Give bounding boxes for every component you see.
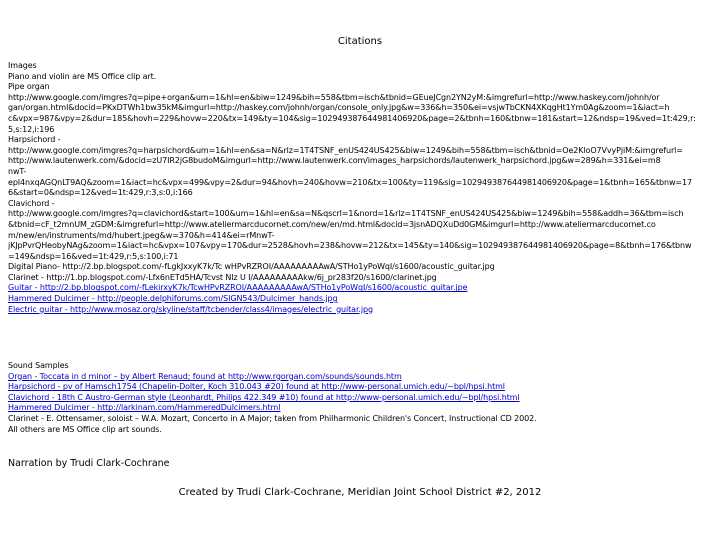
citation-url: c&vpx=987&vpy=2&dur=185&hovh=229&hovw=220&tx=149&ty=104&sig=102949387644981406920&page=2&tbnh=160&tbnw=181&start=12&ndsp=19&ved=1t:429,r: — [8, 113, 696, 123]
citation-url: m/new/en/instruments/md/hubert.jpeg&w=370&h=414&ei=rMnwT- — [8, 230, 275, 240]
citation-line[interactable]: Hammered Dulcimer - http://people.delphiforums.com/SIGN543/Dulcimer_hands.jpg — [8, 294, 338, 304]
citation-line[interactable]: Electric guitar - http://www.mosaz.org/skyline/staff/tcbender/class4/images/electric_guitar.jpg — [8, 304, 373, 314]
sound-citation[interactable]: Harpsichord - pv of Hamsch1754 (Chapelin-Dolter, Koch 310.043 #20) found at http://www-personal.umich.edu/~bpl/hpsi.html — [8, 382, 505, 392]
footer-credit: Created by Trudi Clark-Cochrane, Meridian Joint School District #2, 2012 — [178, 487, 542, 498]
citation-line: Digital Piano- http://2.bp.blogspot.com/-fLgkJxxyK7k/Tc wHPvRZROI/AAAAAAAAAwA/STHo1yPoWqI/s1600/acoustic_guitar.jpg — [8, 262, 495, 272]
citation-line: Harpsichord - — [8, 135, 61, 145]
sound-citation[interactable]: Hammered Dulcimer - http://larkinam.com/HammeredDulcimers.html — [8, 403, 281, 413]
sound-citation: All others are MS Office clip art sounds. — [8, 424, 162, 434]
images-heading: Images — [8, 61, 37, 70]
sound-citation[interactable]: Organ - Toccata in d minor – by Albert Renaud; found at http://www.rgorgan.com/sounds/sounds.htm — [8, 371, 402, 381]
citation-line[interactable]: Guitar - http://2.bp.blogspot.com/-fLekirxyK7k/TcwHPvRZROI/AAAAAAAAAwA/STHo1yPoWqI/s1600/acoustic_guitar.jpe — [8, 283, 468, 293]
sounds-heading: Sound Samples — [8, 361, 69, 370]
citation-url: http://www.google.com/imgres?q=harpsichord&um=1&hl=en&sa=N&rlz=1T4TSNF_enUS424US425&biw=1249&bih=558&tbm=isch&tbnid=Oe2KloO7VvyPjiM:&imgrefurl= — [8, 145, 683, 155]
citation-url: epI4nxqAGQnLT9AQ&zoom=1&iact=hc&vpx=499&vpy=2&dur=94&hovh=240&hovw=210&tx=100&ty=119&sig=102949387644981406920&page=1&tbnh=165&tbnw=17 — [8, 177, 692, 187]
citation-url: 6&start=0&ndsp=12&ved=1t:429,r:3,s:0,i:166 — [8, 188, 193, 198]
citation-url: &tbnid=cF_t2mnUM_zGDM:&imgrefurl=http://www.ateliermarcducornet.com/new/en/md.html&docid=3jsnADQXuDd0GM&imgurl=http://www.ateliermarcducornet.co — [8, 219, 656, 229]
sound-citation[interactable]: Clavichord - 18th C Austro-German style (Leonhardt, Philips 422.349 #10) found at http://www-personal.umich.edu/~bpl/hpsi.html — [8, 392, 520, 402]
citation-url: nwT- — [8, 166, 27, 176]
citation-line: Clarinet - http://1.bp.blogspot.com/-Lfx6nETd5HA/Tcvst Nlz U I/AAAAAAAAAkw/6j_pr283f20/s1600/clarinet.jpg — [8, 272, 437, 282]
citation-line: Pipe organ — [8, 82, 50, 92]
sound-citation: Clarinet - E. Ottensamer, soloist – W.A. Mozart, Concerto in A Major; taken from Philharmonic Children's Concert, Instructional CD 2002. — [8, 413, 537, 423]
citation-url: http://www.google.com/imgres?q=pipe+organ&um=1&hl=en&biw=1249&bih=558&tbm=isch&tbnid=GEueJCgn2YN2yM:&imgrefurl=http://www.haskey.com/johnh/or — [8, 92, 660, 102]
citation-url: =149&ndsp=16&ved=1t:429,r:5,s:100,i:71 — [8, 251, 179, 261]
citation-url: http://www.google.com/imgres?q=clavichord&start=100&um=1&hl=en&sa=N&qscrl=1&nord=1&rlz=1T4TSNF_enUS424US425&biw=1249&bih=558&addh=36&tbm=isch — [8, 209, 684, 219]
citation-url: http://www.lautenwerk.com/&docid=zU7IR2jG8budoM&imgurl=http://www.lautenwerk.com/images_harpsichords/lautenwerk_harpsichord.jpg&w=289&h=331&ei=m8 — [8, 156, 661, 166]
images-section — [8, 61, 712, 315]
citation-url: gan/organ.html&docid=PKxDTWh1bw35kM&imgurl=http://haskey.com/johnh/organ/console_only.jpg&w=336&h=350&ei=vsjwTbCKN4XKqgHt1Ym0Ag&zoom=1&iact=h — [8, 103, 670, 113]
citation-url: 5,s:12,i:196 — [8, 124, 55, 134]
narration-credit: Narration by Trudi Clark-Cochrane — [8, 458, 170, 469]
page-title: Citations — [337, 36, 383, 47]
sounds-section — [8, 361, 712, 435]
citation-url: jKJpPvrQHeobyNAg&zoom=1&iact=hc&vpx=107&vpy=170&dur=2528&hovh=238&hovw=212&tx=145&ty=140&sig=102949387644981406920&page=8&tbnh=176&tbnw — [8, 241, 692, 251]
citation-line: Piano and violin are MS Office clip art. — [8, 71, 157, 81]
citation-line: Clavichord - — [8, 198, 55, 208]
